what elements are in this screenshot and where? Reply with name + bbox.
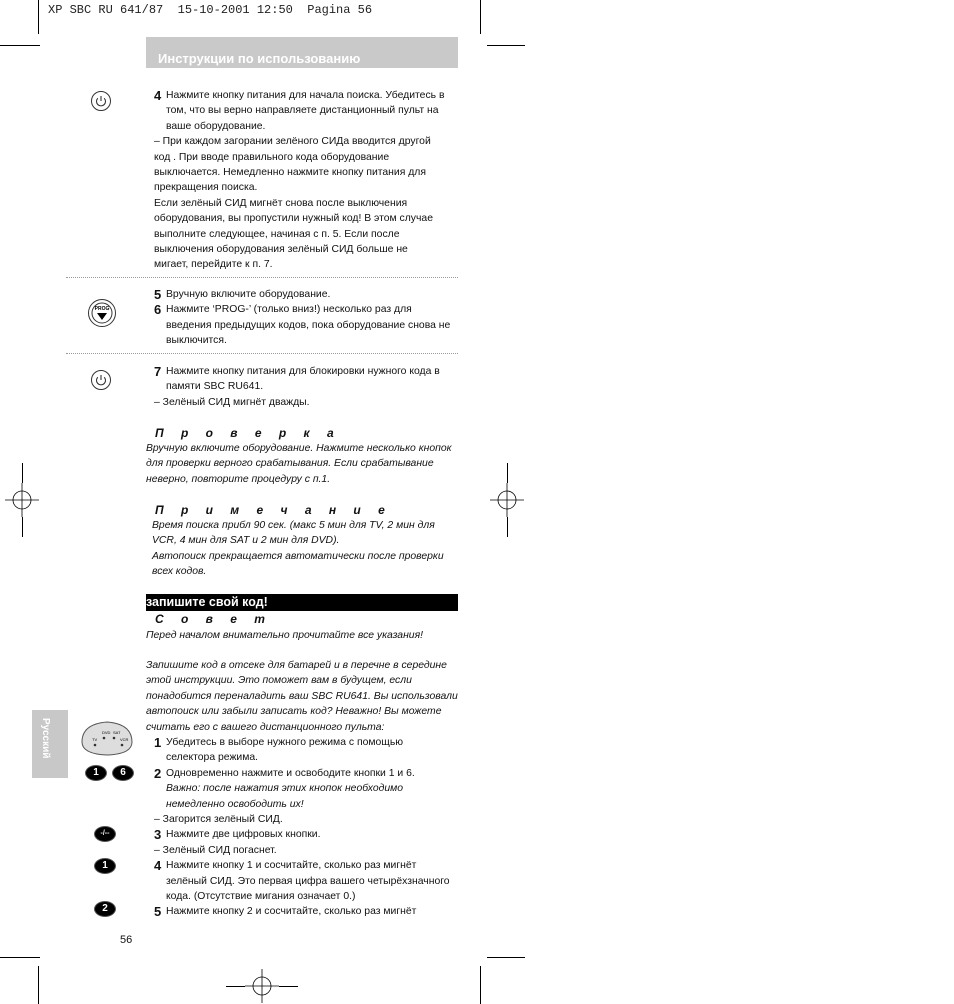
step-note: – Зелёный СИД мигнёт дважды.	[154, 396, 310, 408]
power-icon	[90, 90, 112, 112]
step-number: 4	[154, 858, 162, 874]
power-icon	[90, 369, 112, 391]
intro-text: Запишите код в отсеке для батарей и в перечне в середине этой инструкции. Это поможет вам в будущем, если понадобится переналадить ваш SBC RU641. Вы использовали автопоиск или забыли записать код? Неважно! Вы можете считать его с вашего дистанционного пульта:	[146, 660, 458, 733]
step-text: Убедитесь в выборе нужного режима с помощью селектора режима.	[166, 737, 404, 764]
step-number: 2	[154, 765, 162, 781]
registration-mark	[5, 483, 39, 517]
check-text: Вручную включите оборудование. Нажмите несколько кнопок для проверки верного срабатывания. Если срабатывание неверно, повторите процедуру с п.1.	[146, 443, 452, 485]
button-6-icon: 6	[112, 765, 134, 781]
button-1-icon: 1	[85, 765, 107, 781]
step-number: 3	[154, 827, 162, 843]
crop-mark	[38, 966, 39, 1004]
crop-mark	[480, 966, 481, 1004]
prog-label: PROG	[94, 306, 110, 312]
step-number: 5	[154, 904, 162, 920]
step-note: – Загорится зелёный СИД.	[154, 814, 283, 826]
read-code-steps	[154, 735, 464, 920]
step-text: Вручную включите оборудование.	[166, 289, 331, 300]
mode-label-dvd: DVD	[102, 730, 111, 735]
registration-mark	[490, 483, 524, 517]
step-text: Нажмите кнопку 2 и сосчитайте, сколько раз мигнёт	[166, 906, 417, 918]
button-dash-icon: -/--	[94, 826, 116, 842]
mode-label-vcr: VCR	[120, 737, 129, 742]
tip-heading: С о в е т	[155, 612, 272, 626]
registration-mark	[245, 969, 279, 1003]
step-number: 5	[154, 287, 162, 302]
step-text: Нажмите ‘PROG-’ (только вниз!) несколько раз для введения предыдущих кодов, пока оборудование снова не выключится.	[166, 304, 451, 347]
step-note: – При каждом загорании зелёного СИДа вводится другой код . При вводе правильного кода оборудование выключается. Немедленно нажмите кнопку питания для прекращения поиска. Если зелёный СИД мигнёт снова после выключения оборудования, вы пропустили нужный код! В этом случае выполните следующее, начиная с п. 5. Если после выключения оборудования зелёный СИД больше не мигает, перейдите к п. 7.	[154, 136, 433, 271]
divider	[66, 353, 458, 354]
step-text: Нажмите две цифровых кнопки.	[166, 829, 321, 841]
step-number: 7	[154, 364, 162, 379]
crop-mark	[480, 0, 481, 34]
button-2-icon: 2	[94, 901, 116, 917]
step-text: Одновременно нажмите и освободите кнопки 1 и 6.	[166, 767, 415, 779]
step-text: Нажмите кнопку питания для блокировки нужного кода в памяти SBC RU641.	[166, 366, 440, 393]
prog-minus-icon	[87, 298, 117, 328]
section-title: запишите свой код!	[146, 595, 268, 609]
step-note: – Зелёный СИД погаснет.	[154, 844, 277, 856]
crop-mark	[487, 45, 525, 46]
steps-5-6-block	[154, 287, 464, 349]
crop-mark	[0, 957, 40, 958]
step-warning: Важно: после нажатия этих кнопок необходимо немедленно освободить их!	[166, 783, 404, 810]
step-4-block	[154, 88, 464, 273]
mode-label-tv: TV	[92, 737, 98, 742]
crop-mark	[0, 45, 40, 46]
mode-selector-icon	[78, 720, 136, 758]
crop-mark	[38, 0, 39, 34]
note-text: Время поиска прибл 90 сек. (макс 5 мин для TV, 2 мин для VCR, 4 мин для SAT и 2 мин для DVD). Автопоиск прекращается автоматически после проверки всех кодов.	[152, 520, 444, 578]
page-number: 56	[120, 934, 133, 946]
step-number: 1	[154, 735, 162, 750]
language-label: Русский	[40, 718, 51, 759]
crop-mark	[487, 957, 525, 958]
check-heading: П р о в е р к а	[155, 426, 341, 440]
step-7-block	[154, 364, 464, 410]
step-text: Нажмите кнопку 1 и сосчитайте, сколько раз мигнёт зелёный СИД. Это первая цифра вашего четырёхзначного кода. (Отсутствие мигания означает 0.)	[166, 860, 450, 903]
tip-text: Перед началом внимательно прочитайте все указания!	[146, 630, 424, 641]
divider	[66, 277, 458, 278]
note-heading: П р и м е ч а н и е	[155, 503, 392, 517]
page-title: Инструкции по использованию	[158, 51, 361, 66]
step-number: 6	[154, 302, 162, 318]
button-1-icon: 1	[94, 858, 116, 874]
print-header: XP SBC RU 641/87 15-10-2001 12:50 Pagina 56	[48, 3, 373, 17]
mode-label-sat: SAT	[113, 730, 121, 735]
step-number: 4	[154, 88, 162, 103]
step-text: Нажмите кнопку питания для начала поиска. Убедитесь в том, что вы верно направляете дистанционный пульт на ваше оборудование.	[166, 90, 445, 132]
